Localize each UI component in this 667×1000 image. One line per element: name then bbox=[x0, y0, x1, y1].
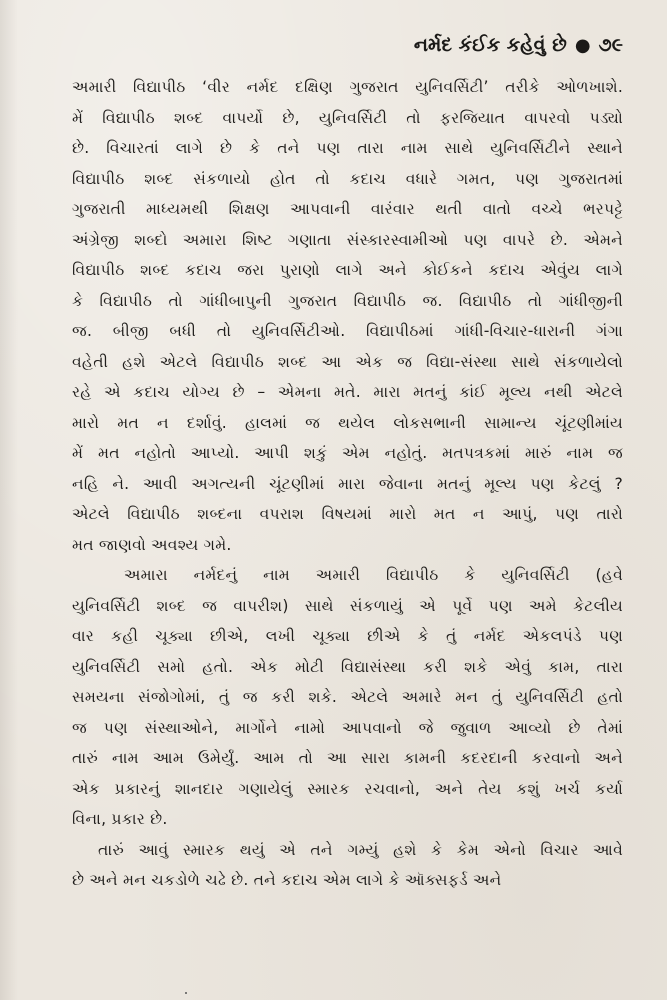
text-line: કે વિદ્યાપીઠ તો ગાંધીબાપુની ગુજરાત વિદ્યાપીઠ જ. વિદ્યાપીઠ તો ગાંધીજીની bbox=[72, 291, 623, 310]
text-line: અંગ્રેજી શબ્દો અમારા શિષ્ટ ગણાતા સંસ્કારસ્વામીઓ પણ વાપરે છે. એમને bbox=[72, 230, 623, 249]
text-line: વિદ્યાપીઠ શબ્દ કદાચ જરા પુરાણો લાગે અને કોઈકને કદાચ એવુંય લાગે bbox=[72, 261, 623, 279]
text-line: મેં મત નહોતો આપ્યો. આપી શકું એમ નહોતું. મતપત્રકમાં મારું નામ જ bbox=[72, 444, 623, 462]
binding-gutter-shadow bbox=[0, 0, 18, 1000]
page-number: ૭૯ bbox=[598, 34, 623, 56]
text-line: નહિ ને. આવી અગત્યની ચૂંટણીમાં મારા જેવાના મતનું મૂલ્ય પણ કેટલું ? bbox=[72, 474, 623, 493]
text-line: મત જાણવો અવશ્ય ગમે. bbox=[72, 535, 232, 554]
text-line: યુનિવર્સિટી શબ્દ જ વાપરીશ) સાથે સંકળાયું એ પૂર્વે પણ અમે કેટલીય bbox=[72, 596, 623, 615]
text-line: અમારા નર્મદનું નામ અમારી વિદ્યાપીઠ કે યુનિવર્સિટી (હવે bbox=[124, 566, 623, 584]
running-header bbox=[72, 28, 623, 62]
text-line: તારું નામ આમ ઉમેર્યું. આમ તો આ સારા કામની કદરદાની કરવાનો અને bbox=[72, 749, 623, 767]
text-line: એક પ્રકારનું શાનદાર ગણાયેલું સ્મારક રચવાનો, અને તેય કશું ખર્ચ કર્યા bbox=[72, 779, 623, 798]
text-line: મેં વિદ્યાપીઠ શબ્દ વાપર્યો છે, યુનિવર્સિટી તો ફરજિયાત વાપરવો પડ્યો bbox=[72, 108, 623, 127]
text-line: વિદ્યાપીઠ શબ્દ સંકળાયો હોત તો કદાચ વધારે ગમત, પણ ગુજરાતમાં bbox=[72, 169, 623, 188]
text-line: વહેતી હશે એટલે વિદ્યાપીઠ શબ્દ આ એક જ વિદ્યા-સંસ્થા સાથે સંકળાયેલો bbox=[72, 352, 623, 371]
text-line: તારું આવું સ્મારક થયું એ તને ગમ્યું હશે કે કેમ એનો વિચાર આવે bbox=[98, 840, 623, 859]
header-separator-bullet: ● bbox=[574, 34, 591, 56]
header-title: નર્મદ કંઈક કહેવું છે bbox=[413, 34, 567, 56]
text-line: યુનિવર્સિટી સમો હતો. એક મોટી વિદ્યાસંસ્થા કરી શકે એવું કામ, તારા bbox=[72, 657, 623, 676]
footer-dot bbox=[185, 992, 187, 994]
text-line: મારો મત ન દર્શાવું. હાલમાં જ થયેલ લોકસભાની સામાન્ય ચૂંટણીમાંય bbox=[72, 413, 623, 432]
paragraph bbox=[72, 72, 623, 560]
text-line: ગુજરાતી માધ્યમથી શિક્ષણ આપવાની વારંવાર થતી વાતો વચ્ચે ભરપટ્ટે bbox=[72, 200, 623, 218]
text-line: વિના, પ્રકાર છે. bbox=[72, 810, 168, 828]
text-line: એટલે વિદ્યાપીઠ શબ્દના વપરાશ વિષયમાં મારો મત ન આપું, પણ તારો bbox=[72, 505, 623, 523]
body-text bbox=[72, 72, 623, 896]
text-line: છે અને મન ચકડોળે ચઢે છે. તને કદાચ એમ લાગે કે ઑક્સફર્ડ અને bbox=[72, 871, 502, 889]
paragraph bbox=[72, 835, 623, 896]
text-line: જ પણ સંસ્થાઓને, માર્ગોને નામો આપવાનો જે જુવાળ આવ્યો છે તેમાં bbox=[72, 718, 623, 737]
text-line: જ. બીજી બધી તો યુનિવર્સિટીઓ. વિદ્યાપીઠમાં ગાંધી-વિચાર-ધારાની ગંગા bbox=[72, 322, 623, 340]
paragraph bbox=[72, 560, 623, 835]
text-line: સમયના સંજોગોમાં, તું જ કરી શકે. એટલે અમારે મન તું યુનિવર્સિટી હતો bbox=[72, 688, 623, 706]
text-line: છે. વિચારતાં લાગે છે કે તને પણ તારા નામ સાથે યુનિવર્સિટીને સ્થાને bbox=[72, 139, 623, 157]
text-line: વાર કહી ચૂક્યા છીએ, લખી ચૂક્યા છીએ કે તું નર્મદ એકલપંડે પણ bbox=[72, 627, 623, 645]
text-line: રહે એ કદાચ યોગ્ય છે – એમના મતે. મારા મતનું કાંઈ મૂલ્ય નથી એટલે bbox=[72, 383, 623, 401]
text-line: અમારી વિદ્યાપીઠ ‘વીર નર્મદ દક્ષિણ ગુજરાત યુનિવર્સિટી’ તરીકે ઓળખાશે. bbox=[72, 78, 623, 96]
